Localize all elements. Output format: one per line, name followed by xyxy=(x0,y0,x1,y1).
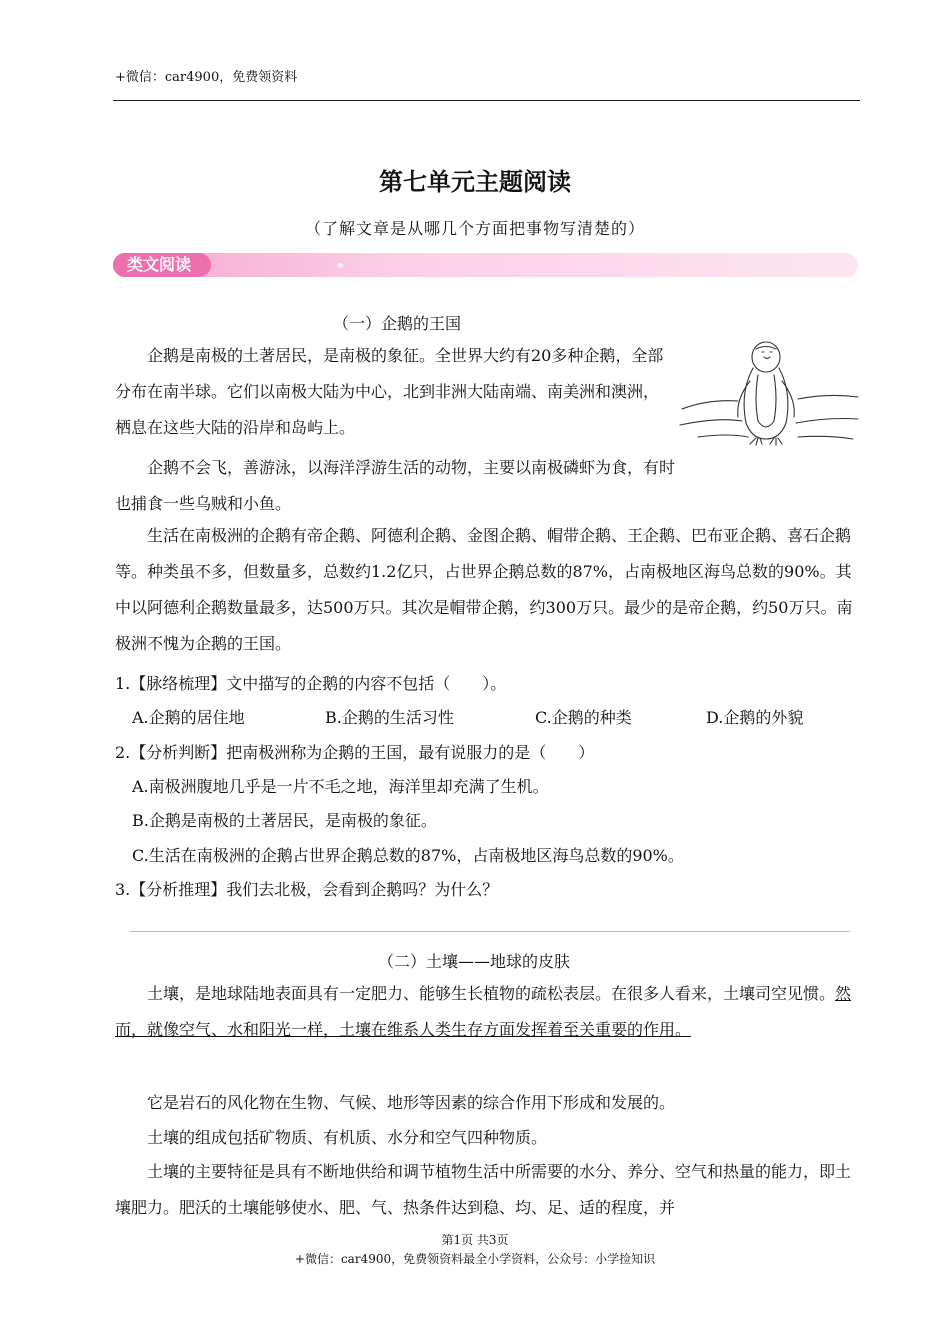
banner-label: 类文阅读 xyxy=(113,253,211,277)
section1-paragraph-3: 生活在南极洲的企鹅有帝企鹅、阿德利企鹅、金图企鹅、帽带企鹅、王企鹅、巴布亚企鹅、喜石企鹅等。种类虽不多，但数量多，总数约1.2亿只，占世界企鹅总数的87%，占南极地区海鸟总数的90%。其中以阿德利企鹅数量最多，达500万只。其次是帽带企鹅，约300万只。最少的是帝企鹅，约50万只。南极洲不愧为企鹅的王国。 xyxy=(115,526,853,653)
section2-paragraph-2: 它是岩石的风化物在生物、气候、地形等因素的综合作用下形成和发展的。 xyxy=(147,1093,676,1112)
banner-dot-icon xyxy=(338,263,343,268)
question-3: 3.【分析推理】我们去北极，会看到企鹅吗？为什么？ xyxy=(115,880,499,899)
underlined-sentence: 然而，就像空气、水和阳光一样，土壤在维系人类生存方面发挥着至关重要的作用。 xyxy=(115,984,852,1039)
section-banner xyxy=(113,253,858,277)
penguin-illustration-icon xyxy=(678,337,860,449)
q1-option-d: D.企鹅的外貌 xyxy=(706,708,804,727)
section2-paragraph-1 xyxy=(115,976,860,1048)
q1-option-c: C.企鹅的种类 xyxy=(535,708,632,727)
header-note: +微信：car4900，免费领资料 xyxy=(115,70,298,85)
section1-paragraph-2: 企鹅不会飞，善游泳，以海洋浮游生活的动物，主要以南极磷虾为食，有时也捕食一些乌贼和小鱼。 xyxy=(115,458,676,513)
question-1: 1.【脉络梳理】文中描写的企鹅的内容不包括（ ）。 xyxy=(115,674,507,693)
header-divider xyxy=(113,100,860,101)
section2-title: （二）土壤——地球的皮肤 xyxy=(378,952,571,971)
section1-paragraph-1: 企鹅是南极的土著居民，是南极的象征。全世界大约有20多种企鹅，全部分布在南半球。它们以南极大陆为中心，北到非洲大陆南端、南美洲和澳洲，栖息在这些大陆的沿岸和岛屿上。 xyxy=(115,346,664,437)
q2-option-b: B.企鹅是南极的土著居民，是南极的象征。 xyxy=(132,811,437,830)
section2-paragraph-1-text: 土壤，是地球陆地表面具有一定肥力、能够生长植物的疏松表层。在很多人看来，土壤司空见惯。 xyxy=(147,984,836,1003)
section2-paragraph-4: 土壤的主要特征是具有不断地供给和调节植物生活中所需要的水分、养分、空气和热量的能力，即土壤肥力。肥沃的土壤能够使水、肥、气、热条件达到稳、均、足、适的程度，并 xyxy=(115,1162,852,1217)
q1-option-b: B.企鹅的生活习性 xyxy=(325,708,454,727)
page-subtitle: （了解文章是从哪几个方面把事物写清楚的） xyxy=(304,219,645,238)
q2-option-a: A.南极洲腹地几乎是一片不毛之地，海洋里却充满了生机。 xyxy=(132,777,549,796)
footer-note: +微信：car4900，免费领资料最全小学资料，公众号：小学捡知识 xyxy=(294,1252,656,1266)
section1-title: （一）企鹅的王国 xyxy=(333,314,462,333)
q2-option-c: C.生活在南极洲的企鹅占世界企鹅总数的87%，占南极地区海鸟总数的90%。 xyxy=(132,846,684,865)
page-title: 第七单元主题阅读 xyxy=(379,168,571,196)
section-divider xyxy=(130,931,850,932)
question-2: 2.【分析判断】把南极洲称为企鹅的王国，最有说服力的是（ ） xyxy=(115,743,595,762)
section2-paragraph-3: 土壤的组成包括矿物质、有机质、水分和空气四种物质。 xyxy=(147,1128,548,1147)
q1-option-a: A.企鹅的居住地 xyxy=(132,708,245,727)
footer-page-number: 第1页 共3页 xyxy=(441,1233,509,1247)
